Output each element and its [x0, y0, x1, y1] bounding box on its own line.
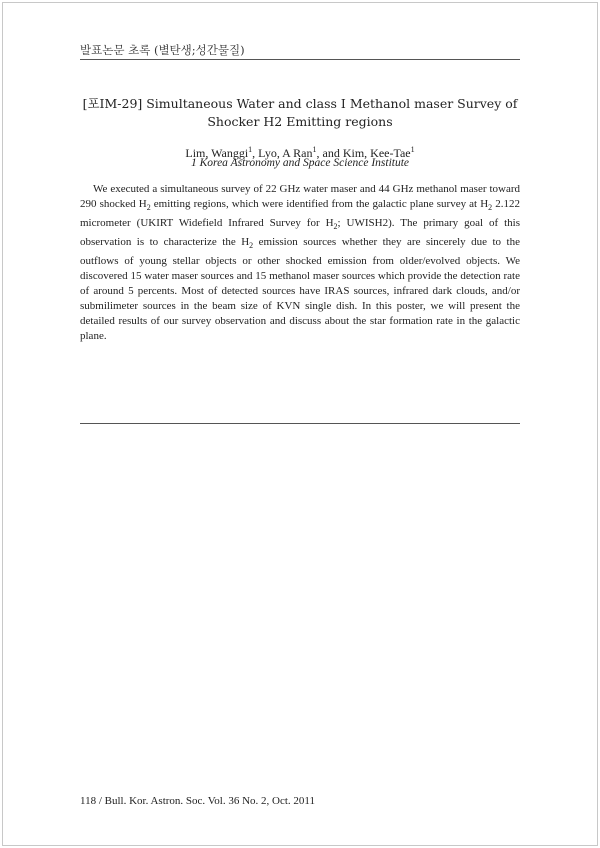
abstract-text-2: emitting regions, which were identified from the galactic plane survey at H — [150, 197, 489, 210]
author-1: Lim, Wanggi — [185, 146, 249, 160]
author-2-affil-mark: 1 — [312, 145, 317, 154]
affiliation: 1 Korea Astronomy and Space Science Institute — [190, 157, 410, 169]
author-list: Lim, Wanggi$^1$, Lyo, A Ran$^1$, and Kim, Kee-Tae$^1$ — [185, 145, 415, 160]
subscript: 2 — [333, 222, 338, 232]
abstract-body — [80, 182, 520, 344]
page-footer: 118 / Bull. Kor. Astron. Soc. Vol. 36 No. 2, Oct. 2011 — [80, 795, 315, 807]
author-3-affil-mark: 1 — [410, 145, 415, 154]
header-rule — [80, 59, 520, 60]
paper-title — [60, 95, 540, 131]
subscript: 2 — [249, 241, 254, 251]
subscript: 2 — [488, 203, 493, 213]
author-1-affil-mark: 1 — [248, 145, 253, 154]
subscript: 2 — [146, 203, 151, 213]
abstract-text-1: We executed a simultaneous survey of 22 GHz water maser and 44 GHz methanol maser toward 290 shocked H — [80, 183, 520, 210]
abstract-text-5: emission sources whether they are sincerely due to the outflows of young stellar objects or other shocked emission from older/evolved objects. We discovered 15 water maser sources and 15 methanol maser sources which provide the detection rate of around 5 percents. Most of detected sources have IRAS sources, infrared dark clouds, and/or submilimeter sources in the beam size of KVN single dish. In this poster, we will present the detailed results of our survey observation and discuss about the star formation rate in the galactic plane. — [80, 236, 520, 342]
section-divider — [80, 423, 520, 424]
author-3: and Kim, Kee-Tae — [322, 146, 411, 160]
running-header: 발표논문 초록 (별탄생;성간물질) — [80, 43, 245, 57]
title-line-1: [포IM-29] Simultaneous Water and class I Methanol maser Survey of — [82, 96, 518, 111]
title-line-2: Shocker H2 Emitting regions — [207, 114, 393, 129]
author-2: Lyo, A Ran — [258, 146, 313, 160]
abstract-text-4: ; UWISH2). The primary goal of this observation is to characterize the H — [80, 217, 520, 249]
abstract-text-3: 2.122 micrometer (UKIRT Widefield Infrared Survey for H — [80, 197, 521, 229]
